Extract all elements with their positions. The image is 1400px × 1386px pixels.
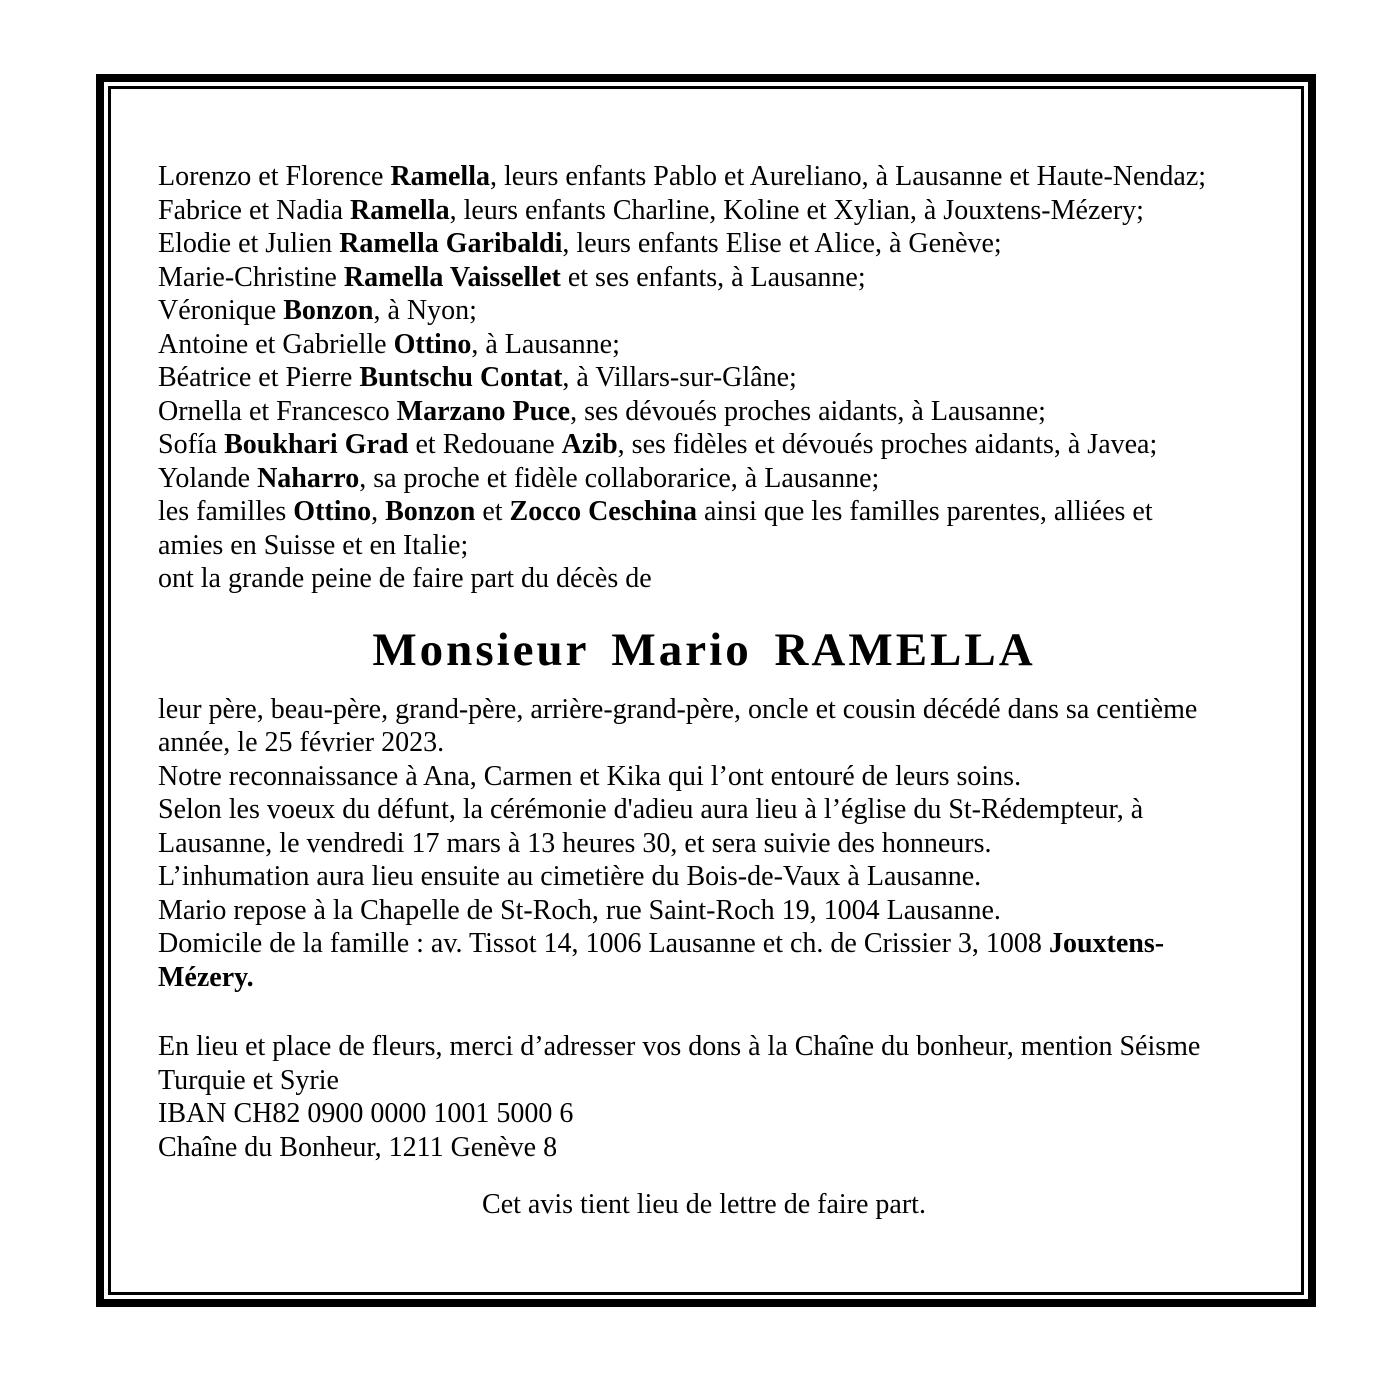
text-segment: , ses fidèles et dévoués proches aidants, à Javea; — [617, 429, 1158, 460]
death-notice-content — [158, 160, 1250, 1222]
text-segment: Mario repose à la Chapelle de St-Roch, rue Saint-Roch 19, 1004 Lausanne. — [158, 894, 1001, 926]
text-segment: , leurs enfants Charline, Koline et Xylian, à Jouxtens-Mézery; — [449, 194, 1144, 226]
bold-name-segment: Bonzon — [385, 496, 476, 527]
outer-border-frame — [96, 74, 1316, 1307]
bold-name-segment: Naharro — [257, 462, 360, 494]
text-segment: , — [371, 496, 386, 527]
bold-name-segment: Ottino — [293, 496, 372, 527]
text-segment: Notre reconnaissance à Ana, Carmen et Kika qui l’ont entouré de leurs soins. — [158, 760, 1022, 792]
text-line — [158, 462, 1250, 496]
text-line — [158, 726, 1250, 760]
text-line — [158, 495, 1250, 529]
text-segment: En lieu et place de fleurs, merci d’adresser vos dons à la Chaîne du bonheur, mention Séisme — [158, 1031, 1201, 1062]
text-line — [158, 227, 1250, 261]
text-line — [158, 693, 1250, 727]
inner-border-frame — [108, 86, 1304, 1295]
text-line — [158, 328, 1250, 362]
text-line — [158, 961, 1250, 995]
text-segment: , leurs enfants Pablo et Aureliano, à Lausanne et Haute-Nendaz; — [489, 161, 1207, 192]
text-segment: amies en Suisse et en Italie; — [158, 529, 469, 561]
ceremony-details-lines — [158, 693, 1250, 995]
text-line — [158, 294, 1250, 328]
text-segment: , leurs enfants Elise et Alice, à Genève; — [562, 228, 1002, 259]
text-line — [158, 1097, 1250, 1131]
text-line — [158, 1131, 1250, 1165]
text-segment: , à Villars-sur-Glâne; — [562, 362, 797, 393]
bold-name-segment: Boukhari Grad — [224, 429, 409, 460]
bold-name-segment: Zocco Ceschina — [509, 496, 697, 527]
text-segment: IBAN CH82 0900 0000 1001 5000 6 — [158, 1098, 574, 1129]
bold-name-segment: Bonzon — [283, 295, 374, 326]
bold-name-segment: Ramella — [350, 194, 450, 226]
bold-name-segment: Azib — [561, 429, 618, 460]
text-line — [158, 160, 1250, 194]
text-segment: Fabrice et Nadia — [158, 194, 351, 226]
text-segment: , à Lausanne; — [471, 328, 620, 360]
deceased-name-title: Monsieur Mario RAMELLA — [372, 623, 1036, 676]
text-segment: et ses enfants, à Lausanne; — [560, 261, 866, 293]
text-segment: , à Nyon; — [373, 295, 477, 326]
text-line — [158, 261, 1250, 295]
text-segment: les familles — [158, 496, 294, 527]
text-segment: Elodie et Julien — [158, 228, 340, 259]
text-segment: et — [475, 496, 510, 527]
text-line — [158, 562, 1250, 596]
bold-name-segment: Buntschu Contat — [359, 362, 563, 393]
text-segment: L’inhumation aura lieu ensuite au cimetière du Bois-de-Vaux à Lausanne. — [158, 861, 982, 892]
text-segment: ont la grande peine de faire part du décès de — [158, 563, 652, 594]
text-line — [158, 1030, 1250, 1064]
text-line — [158, 529, 1250, 563]
text-line — [158, 894, 1250, 928]
text-segment: , ses dévoués proches aidants, à Lausanne; — [570, 395, 1046, 427]
bold-name-segment: Ramella — [390, 161, 490, 192]
text-segment: ainsi que les familles parentes, alliées et — [696, 496, 1153, 527]
text-segment: Yolande — [158, 462, 258, 494]
text-line — [158, 428, 1250, 462]
text-line — [158, 194, 1250, 228]
text-segment: Antoine et Gabrielle — [158, 328, 394, 360]
text-segment: Turquie et Syrie — [158, 1064, 339, 1096]
text-line — [158, 793, 1250, 827]
text-segment: , sa proche et fidèle collaborarice, à Lausanne; — [359, 462, 880, 494]
bold-name-segment: Jouxtens- — [1048, 928, 1165, 959]
text-segment: Sofía — [158, 429, 225, 460]
text-segment: Béatrice et Pierre — [158, 362, 360, 393]
text-segment: Selon les voeux du défunt, la cérémonie d'adieu aura lieu à l’église du St-Rédempteur, à — [158, 794, 1144, 825]
text-segment: leur père, beau-père, grand-père, arrière-grand-père, oncle et cousin décédé dans sa centième — [158, 693, 1198, 725]
bold-name-segment: Ramella Vaissellet — [343, 261, 561, 293]
bold-name-segment: Marzano Puce — [396, 395, 571, 427]
text-line — [158, 827, 1250, 861]
text-line — [158, 760, 1250, 794]
text-line — [158, 1064, 1250, 1098]
text-segment: et Redouane — [408, 429, 562, 460]
closing-statement: Cet avis tient lieu de lettre de faire part. — [482, 1189, 926, 1220]
text-segment: Véronique — [158, 295, 284, 326]
text-segment: Ornella et Francesco — [158, 395, 397, 427]
text-segment: Lorenzo et Florence — [158, 161, 391, 192]
text-line — [158, 927, 1250, 961]
text-segment: Domicile de la famille : av. Tissot 14, 1006 Lausanne et ch. de Crissier 3, 1008 — [158, 928, 1049, 959]
bold-name-segment: Mézery. — [158, 961, 254, 993]
text-segment: Chaîne du Bonheur, 1211 Genève 8 — [158, 1131, 558, 1163]
family-announcement-lines — [158, 160, 1250, 596]
text-line — [158, 361, 1250, 395]
donation-info-lines — [158, 1030, 1250, 1164]
text-segment: année, le 25 février 2023. — [158, 727, 445, 758]
text-line — [158, 395, 1250, 429]
text-segment: Lausanne, le vendredi 17 mars à 13 heures 30, et sera suivie des honneurs. — [158, 827, 992, 859]
bold-name-segment: Ramella Garibaldi — [339, 228, 563, 259]
bold-name-segment: Ottino — [393, 328, 472, 360]
text-line — [158, 860, 1250, 894]
text-segment: Marie-Christine — [158, 261, 344, 293]
